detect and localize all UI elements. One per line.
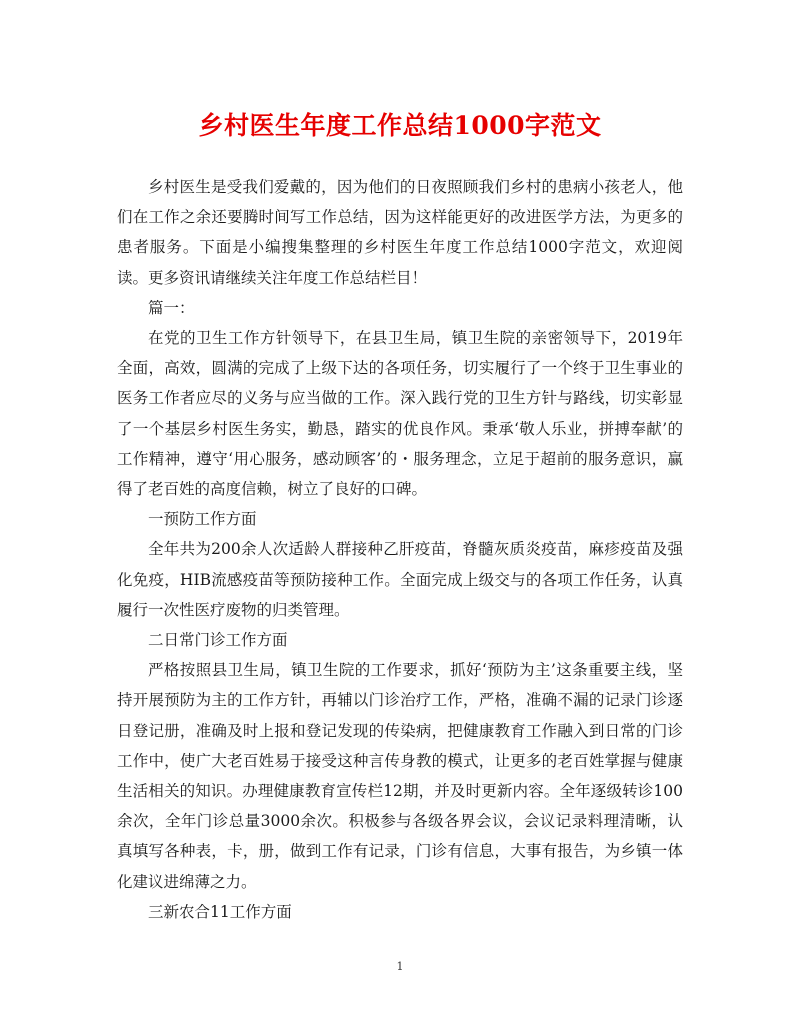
paragraph-1: 在党的卫生工作方针领导下，在县卫生局，镇卫生院的亲密领导下，2019年全面，高效，圆满的完成了上级下达的各项任务，切实履行了一个终于卫生事业的医务工作者应尽的义务与应当做的工作。深入践行党的卫生方针与路线，切实彰显了一个基层乡村医生务实，勤恳，踏实的优良作风。秉承‘敬人乐业，拼搏奉献’的工作精神，遵守‘用心服务，感动顾客’的・服务理念，立足于超前的服务意识，赢得了老百姓的高度信赖，树立了良好的口碑。	[117, 329, 683, 499]
heading-prevention: 一预防工作方面	[148, 510, 257, 529]
document-title: 乡村医生年度工作总结1000字范文	[198, 111, 602, 140]
heading-outpatient: 二日常门诊工作方面	[148, 631, 288, 650]
section-label: 篇一：	[148, 298, 195, 317]
page-number: 1	[396, 960, 404, 973]
intro-paragraph: 乡村医生是受我们爱戴的，因为他们的日夜照顾我们乡村的患病小孩老人，他们在工作之余还要腾时间写工作总结，因为这样能更好的改进医学方法，为更多的患者服务。下面是小编搜集整理的乡村医生年度工作总结1000字范文，欢迎阅读。更多资讯请继续关注年度工作总结栏目！	[117, 178, 683, 287]
document-body	[117, 172, 683, 927]
heading-rural-cooperative: 三新农合11工作方面	[148, 902, 292, 921]
paragraph-3: 严格按照县卫生局，镇卫生院的工作要求，抓好‘预防为主’这条重要主线，坚持开展预防为主的工作方针，再辅以门诊治疗工作，严格，准确不漏的记录门诊逐日登记册，准确及时上报和登记发现的传染病，把健康教育工作融入到日常的门诊工作中，使广大老百姓易于接受这种言传身教的模式，让更多的老百姓掌握与健康生活相关的知识。办理健康教育宣传栏12期，并及时更新内容。全年逐级转诊100余次，全年门诊总量3000余次。积极参与各级各界会议，会议记录料理清晰，认真填写各种表，卡，册，做到工作有记录，门诊有信息，大事有报告，为乡镇一体化建议进绵薄之力。	[117, 661, 683, 891]
paragraph-2: 全年共为200余人次适龄人群接种乙肝疫苗，脊髓灰质炎疫苗，麻疹疫苗及强化免疫，HIB流感疫苗等预防接种工作。全面完成上级交与的各项工作任务，认真履行一次性医疗废物的归类管理。	[117, 540, 683, 619]
